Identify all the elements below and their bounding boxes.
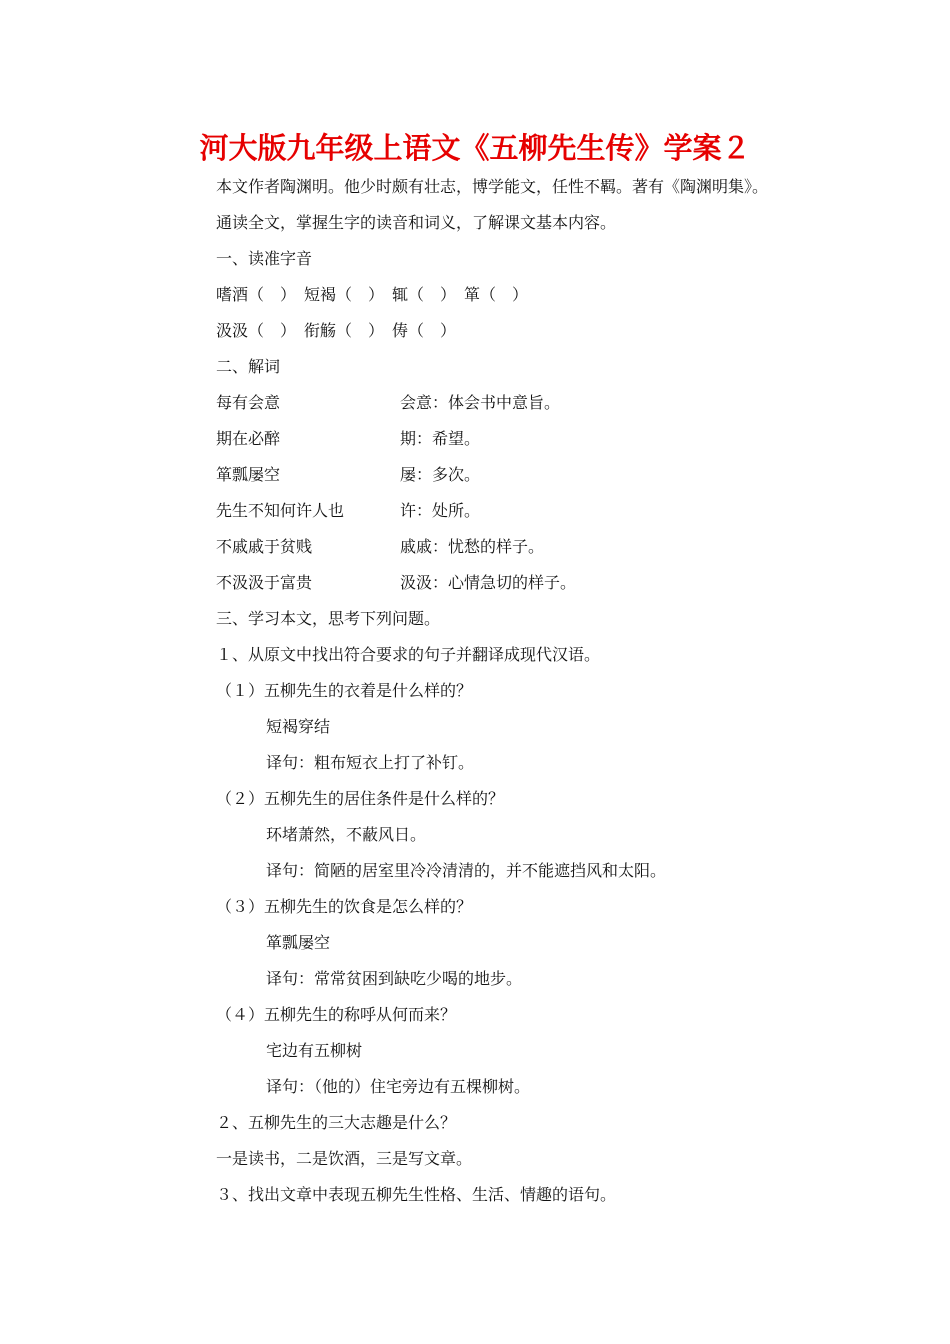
sub-question: （４）五柳先生的称呼从何而来？ <box>216 1005 457 1024</box>
source-quote: 箪瓢屡空 <box>266 933 331 952</box>
vocab-term: 期在必醉 <box>216 429 281 448</box>
source-quote: 宅边有五柳树 <box>266 1041 363 1060</box>
vocab-gloss: 戚戚：忧愁的样子。 <box>400 537 545 556</box>
pronunciation-row-2: 汲汲（ ） 衔觞（ ） 俦（ ） <box>216 321 457 340</box>
vocab-term: 每有会意 <box>216 393 281 412</box>
vocab-gloss: 汲汲：心情急切的样子。 <box>400 573 577 592</box>
question-2: ２、五柳先生的三大志趣是什么？ <box>216 1113 457 1132</box>
vocab-gloss: 许：处所。 <box>400 501 481 520</box>
vocab-term: 不戚戚于贫贱 <box>216 537 313 556</box>
vocab-gloss: 会意：体会书中意旨。 <box>400 393 561 412</box>
sub-question: （３）五柳先生的饮食是怎么样的？ <box>216 897 473 916</box>
translation: 译句：（他的）住宅旁边有五棵柳树。 <box>266 1077 531 1096</box>
translation: 译句：常常贫困到缺吃少喝的地步。 <box>266 969 523 988</box>
sub-question: （１）五柳先生的衣着是什么样的？ <box>216 681 473 700</box>
vocab-term: 箪瓢屡空 <box>216 465 281 484</box>
pronunciation-row-1: 嗜酒（ ） 短褐（ ） 辄（ ） 箪（ ） <box>216 285 529 304</box>
section-heading-pronunciation: 一、读准字音 <box>216 249 313 268</box>
vocab-gloss: 期：希望。 <box>400 429 481 448</box>
question-1: １、从原文中找出符合要求的句子并翻译成现代汉语。 <box>216 645 601 664</box>
source-quote: 环堵萧然，不蔽风日。 <box>266 825 427 844</box>
goal-paragraph: 通读全文，掌握生字的读音和词义，了解课文基本内容。 <box>216 213 617 232</box>
vocab-term: 不汲汲于富贵 <box>216 573 313 592</box>
answer-2: 一是读书，二是饮酒，三是写文章。 <box>216 1149 473 1168</box>
sub-question: （２）五柳先生的居住条件是什么样的？ <box>216 789 505 808</box>
translation: 译句：简陋的居室里冷冷清清的，并不能遮挡风和太阳。 <box>266 861 667 880</box>
question-3: ３、找出文章中表现五柳先生性格、生活、情趣的语句。 <box>216 1185 617 1204</box>
translation: 译句：粗布短衣上打了补钉。 <box>266 753 475 772</box>
source-quote: 短褐穿结 <box>266 717 331 736</box>
section-heading-study: 三、学习本文，思考下列问题。 <box>216 609 441 628</box>
vocab-term: 先生不知何许人也 <box>216 501 345 520</box>
section-heading-vocabulary: 二、解词 <box>216 357 281 376</box>
vocab-gloss: 屡：多次。 <box>400 465 481 484</box>
document-title: 河大版九年级上语文《五柳先生传》学案２ <box>199 131 751 165</box>
intro-paragraph: 本文作者陶渊明。他少时颇有壮志，博学能文，任性不羁。著有《陶渊明集》。 <box>216 177 769 196</box>
